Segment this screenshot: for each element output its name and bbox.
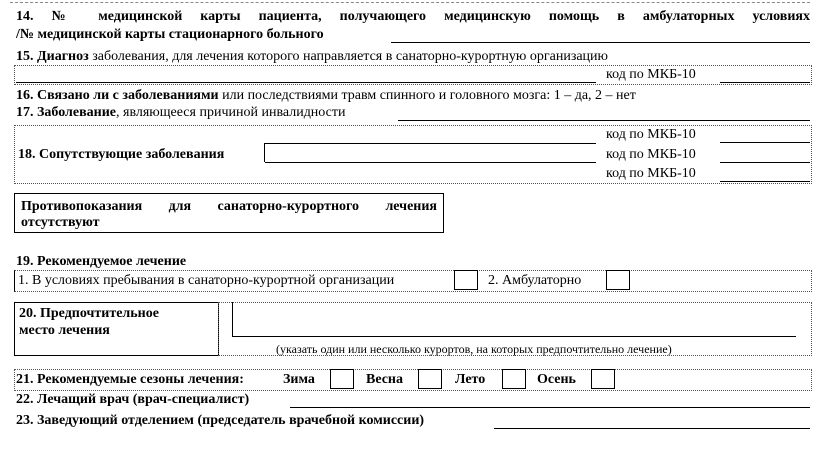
field17-icd-input[interactable]	[720, 142, 810, 143]
field18-icd-input-2[interactable]	[720, 181, 810, 182]
field19-option1-checkbox[interactable]	[454, 270, 478, 290]
field19-option2-label: 2. Амбулаторно	[488, 273, 582, 288]
season-winter-checkbox[interactable]	[330, 369, 354, 389]
field14-input[interactable]	[391, 42, 810, 43]
field18-input-1[interactable]	[265, 143, 596, 144]
field18-divider	[264, 143, 265, 162]
season-summer-checkbox[interactable]	[502, 369, 526, 389]
season-summer-label: Лето	[455, 372, 486, 387]
field19-option2-checkbox[interactable]	[606, 270, 630, 290]
season-spring-label: Весна	[366, 372, 404, 387]
field15-input-line[interactable]	[16, 82, 596, 83]
season-autumn-label: Осень	[537, 372, 576, 387]
season-autumn-checkbox[interactable]	[591, 369, 615, 389]
field19-option1-label: 1. В условиях пребывания в санаторно-курортной организации	[18, 273, 395, 288]
field17-label: 17. Заболевание, являющееся причиной инвалидности	[16, 105, 346, 120]
season-spring-checkbox[interactable]	[418, 369, 442, 389]
field17-icd-label: код по МКБ-10	[606, 127, 696, 142]
field18-icd-label-2: код по МКБ-10	[606, 166, 696, 181]
field14-line1: 14. № медицинской карты пациента, получающего медицинскую помощь в амбулаторных условиях	[16, 9, 810, 24]
field18-icd-input-1[interactable]	[720, 162, 810, 163]
contraindications-line2: отсутствуют	[21, 215, 100, 230]
field23-label: 23. Заведующий отделением (председатель врачебной комиссии)	[16, 413, 425, 428]
field20-label-line2: место лечения	[19, 323, 110, 338]
field16-label: 16. Связано ли с заболеваниями или последствиями травм спинного и головного мозга: 1 – да, 2 – нет	[16, 88, 636, 103]
field21-label: 21. Рекомендуемые сезоны лечения:	[16, 372, 244, 387]
top-separator	[10, 2, 810, 3]
field15-icd-label: код по МКБ-10	[606, 67, 696, 82]
field18-icd-label-1: код по МКБ-10	[606, 147, 696, 162]
field20-left-bar	[232, 302, 233, 337]
field17-input[interactable]	[398, 120, 810, 121]
field20-hint: (указать один или несколько курортов, на которых предпочтительно лечение)	[276, 342, 672, 356]
contraindications-box	[14, 193, 444, 233]
contraindications-line1: Противопоказания для санаторно-курортного лечения	[21, 199, 437, 214]
field20-label-line1: 20. Предпочтительное	[19, 306, 159, 321]
field20-input-line[interactable]	[232, 336, 796, 337]
field18-input-2[interactable]	[265, 162, 596, 163]
field20-label-cell	[14, 302, 219, 356]
field18-label: 18. Сопутствующие заболевания	[18, 147, 225, 162]
field15-icd-input[interactable]	[720, 82, 810, 83]
field14-line2: /№ медицинской карты стационарного больного	[16, 27, 324, 42]
field15-label: 15. Диагноз заболевания, для лечения которого направляется в санаторно-курортную организацию	[16, 49, 609, 64]
field22-input[interactable]	[290, 407, 810, 408]
field22-label: 22. Лечащий врач (врач-специалист)	[16, 392, 250, 407]
field19-label: 19. Рекомендуемое лечение	[16, 254, 187, 269]
field23-input[interactable]	[494, 428, 810, 429]
season-winter-label: Зима	[283, 372, 315, 387]
